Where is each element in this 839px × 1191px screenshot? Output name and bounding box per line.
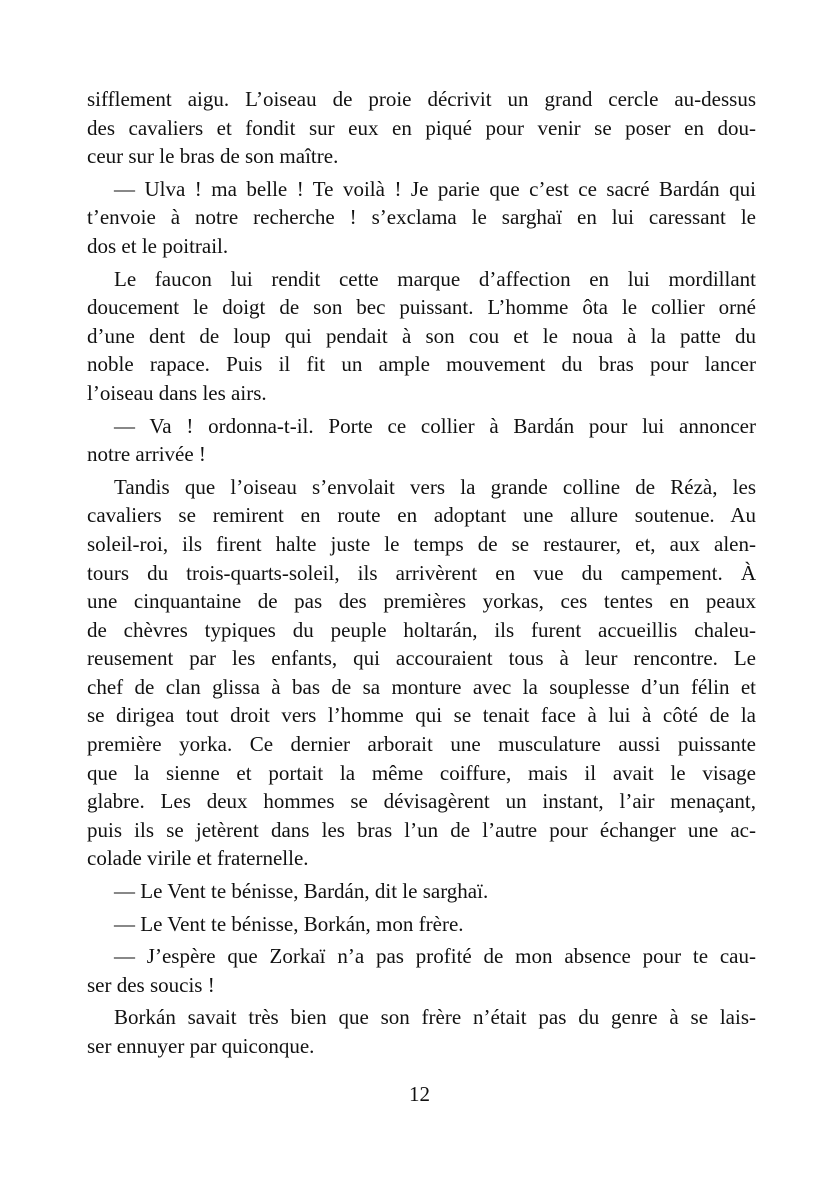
text-line: ceur sur le bras de son maître. [87, 144, 339, 169]
text-line: noble rapace. Puis il fit un ample mouvement du bras pour lancer [87, 352, 756, 377]
paragraph [87, 85, 756, 171]
text-line: Le faucon lui rendit cette marque d’affection en lui mordillant [114, 266, 756, 291]
text-line: une cinquantaine de pas des premières yorkas, ces tentes en peaux [87, 589, 756, 614]
text-line: soleil-roi, ils firent halte juste le temps de se restaurer, et, aux alen- [87, 531, 756, 556]
text-line: de chèvres typiques du peuple holtarán, ils furent accueillis chaleu- [87, 617, 756, 642]
text-line: Tandis que l’oiseau s’envolait vers la grande colline de Rézà, les [114, 474, 756, 499]
paragraph [87, 942, 756, 999]
paragraph [87, 175, 756, 261]
text-line: des cavaliers et fondit sur eux en piqué pour venir se poser en dou- [87, 115, 756, 140]
text-line: — Le Vent te bénisse, Borkán, mon frère. [114, 911, 464, 936]
text-line: que la sienne et portait la même coiffure, mais il avait le visage [87, 760, 756, 785]
paragraph [87, 877, 756, 906]
text-line: reusement par les enfants, qui accouraient tous à leur rencontre. Le [87, 646, 756, 671]
text-line: l’oiseau dans les airs. [87, 380, 267, 405]
text-line: puis ils se jetèrent dans les bras l’un de l’autre pour échanger une ac- [87, 817, 756, 842]
text-line: tours du trois-quarts-soleil, ils arrivèrent en vue du campement. À [87, 560, 756, 585]
text-line: doucement le doigt de son bec puissant. L’homme ôta le collier orné [87, 295, 756, 320]
paragraph [87, 265, 756, 408]
text-line: notre arrivée ! [87, 442, 206, 467]
text-line: ser ennuyer par quiconque. [87, 1034, 315, 1058]
text-line: — Le Vent te bénisse, Bardán, dit le sarghaï. [114, 879, 489, 904]
text-line: Borkán savait très bien que son frère n’était pas du genre à se lais- [114, 1005, 756, 1030]
text-line: cavaliers se remirent en route en adoptant une allure soutenue. Au [87, 503, 756, 528]
text-line: — J’espère que Zorkaï n’a pas profité de mon absence pour te cau- [114, 944, 756, 969]
page-number: 12 [409, 1082, 430, 1106]
text-line: première yorka. Ce dernier arborait une musculature aussi puissante [87, 732, 756, 757]
paragraph [87, 412, 756, 469]
text-line: chef de clan glissa à bas de sa monture avec la souplesse d’un félin et [87, 674, 756, 699]
text-line: dos et le poitrail. [87, 233, 229, 258]
text-line: d’une dent de loup qui pendait à son cou et le noua à la patte du [87, 323, 756, 348]
paragraph [87, 1003, 756, 1060]
text-line: ser des soucis ! [87, 972, 215, 997]
text-line: sifflement aigu. L’oiseau de proie décrivit un grand cercle au-dessus [87, 87, 756, 111]
text-line: t’envoie à notre recherche ! s’exclama le sarghaï en lui caressant le [87, 205, 756, 230]
text-line: — Va ! ordonna-t-il. Porte ce collier à Bardán pour lui annoncer [114, 413, 756, 438]
page-body [87, 85, 756, 1061]
text-line: glabre. Les deux hommes se dévisagèrent un instant, l’air menaçant, [87, 789, 756, 814]
text-line: colade virile et fraternelle. [87, 846, 309, 871]
text-line: se dirigea tout droit vers l’homme qui se tenait face à lui à côté de la [87, 703, 756, 728]
text-line: — Ulva ! ma belle ! Te voilà ! Je parie que c’est ce sacré Bardán qui [114, 176, 756, 201]
paragraph [87, 910, 756, 939]
paragraph [87, 473, 756, 873]
